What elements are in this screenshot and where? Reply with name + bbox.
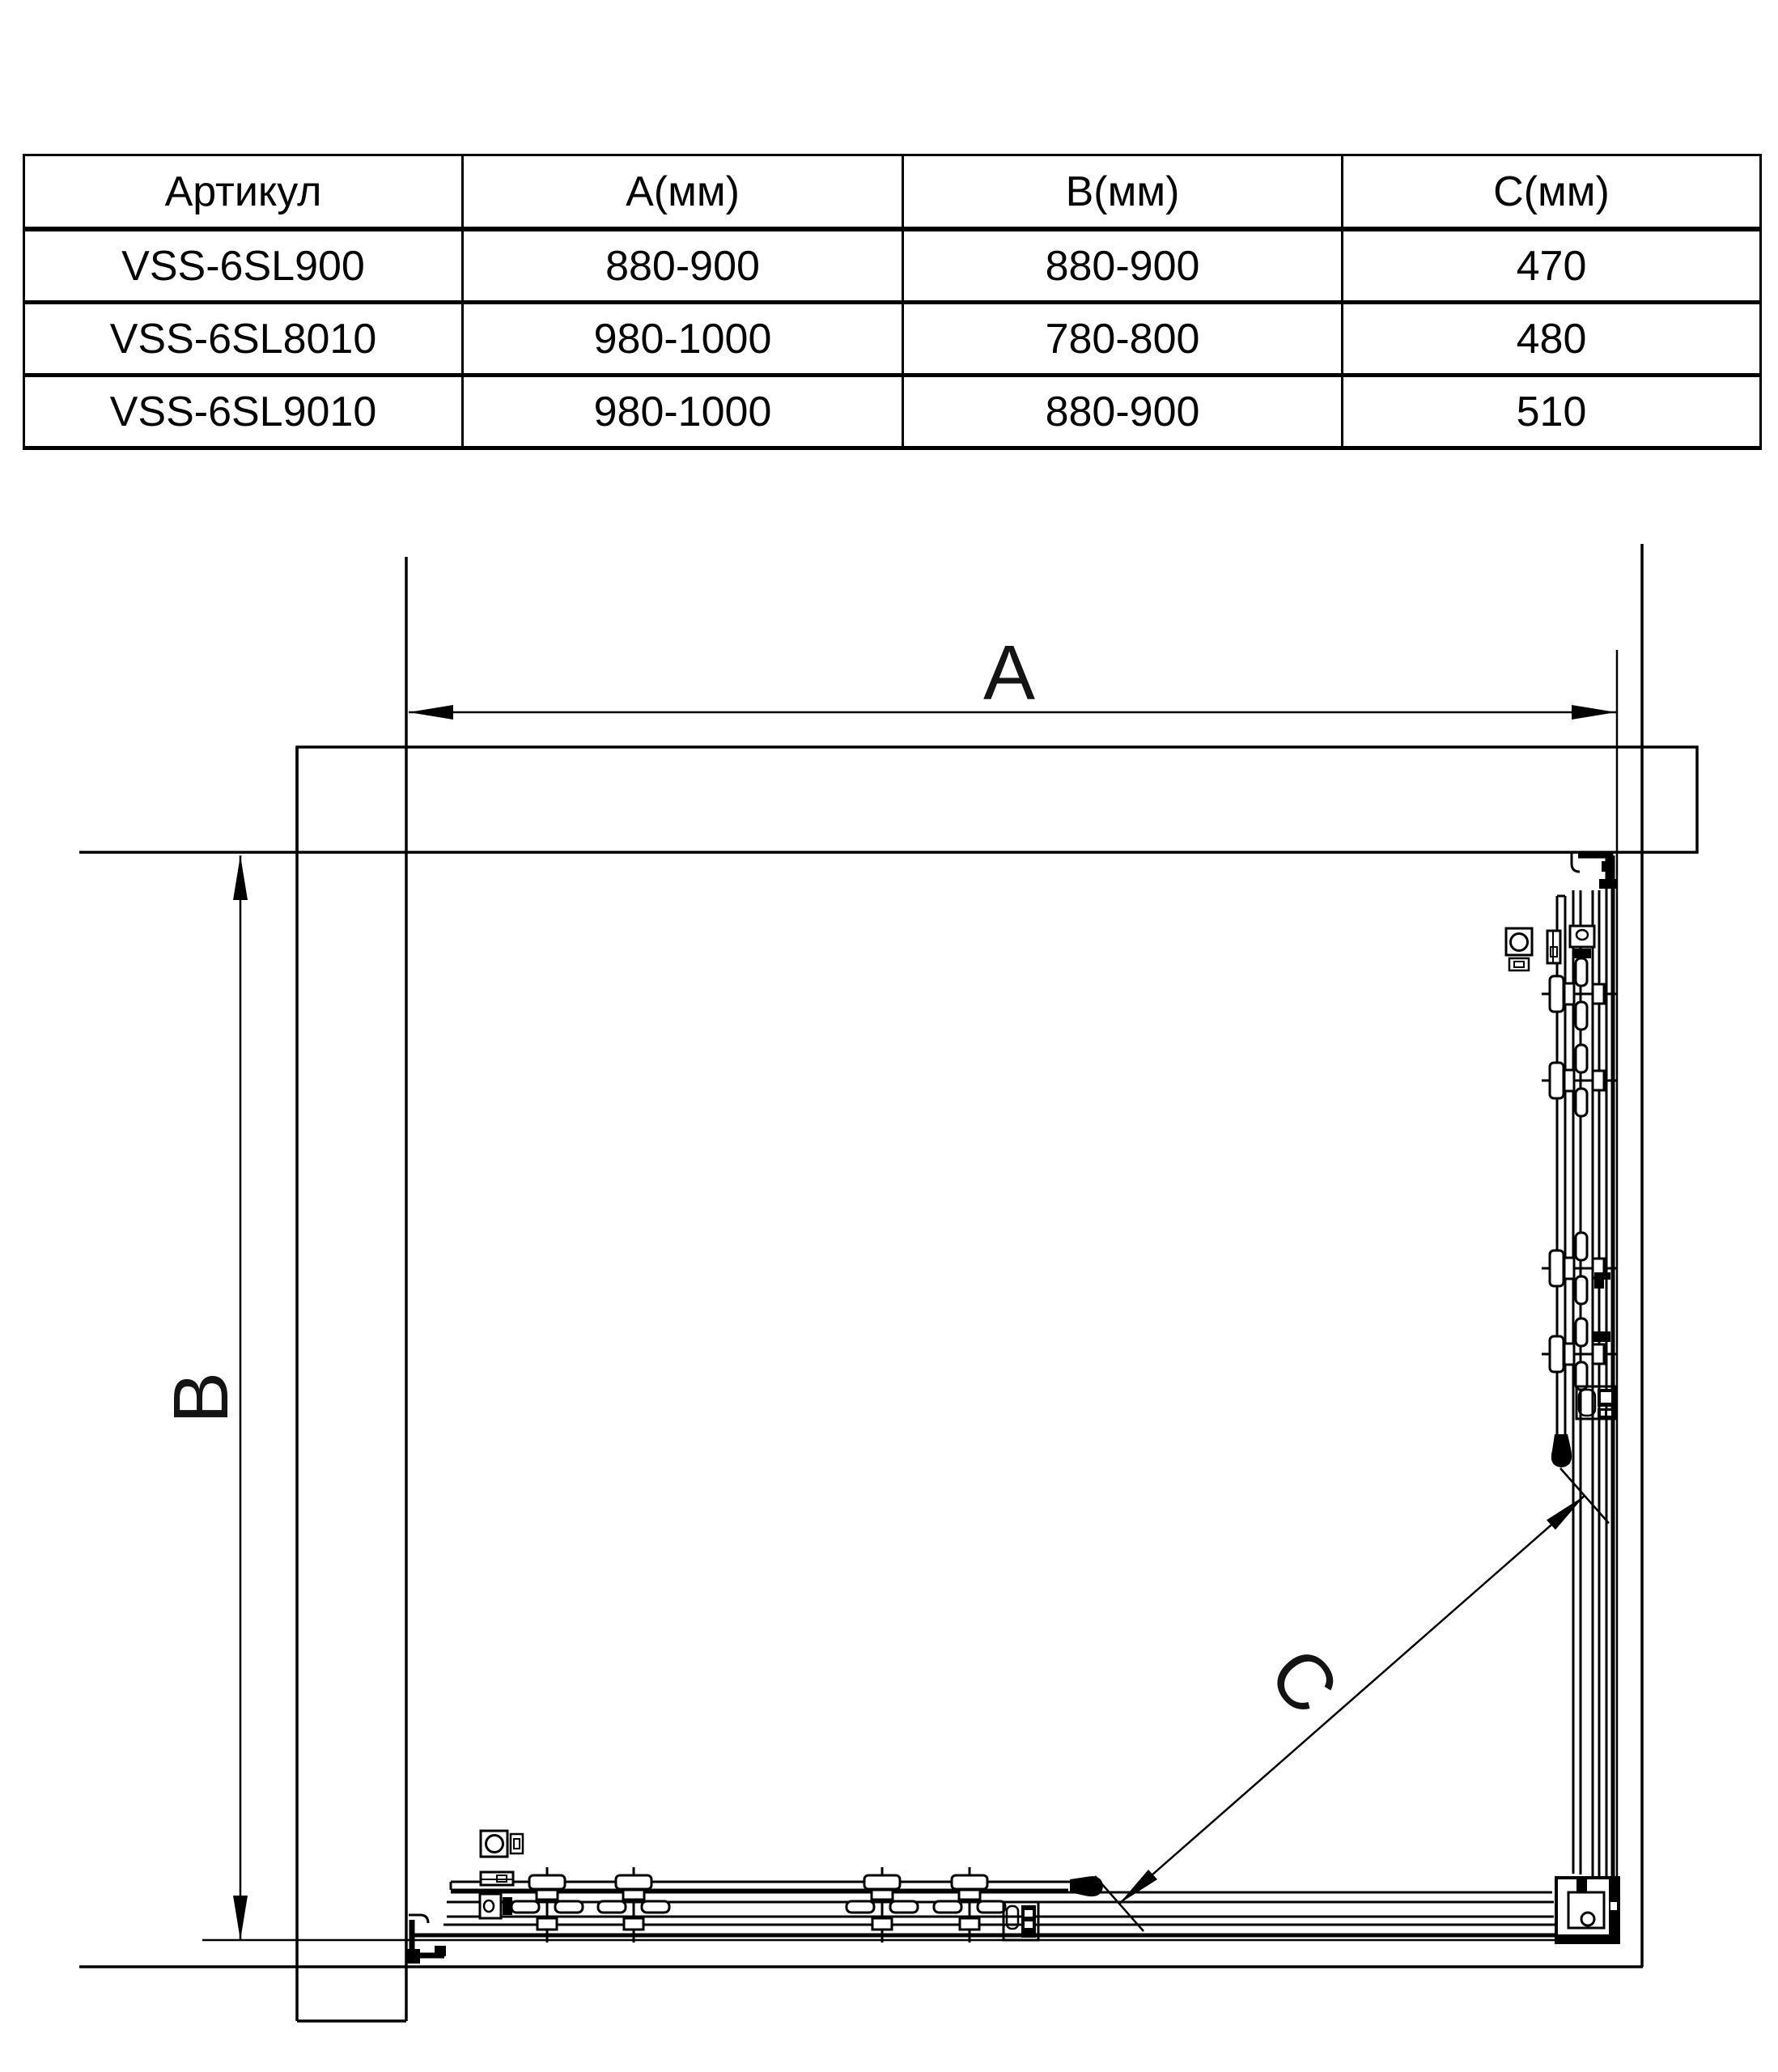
dimension-b-label: B [158, 1371, 244, 1424]
walls [79, 544, 1697, 2021]
cell-article: VSS-6SL900 [24, 229, 463, 303]
top-right-corner-profile [1572, 852, 1616, 889]
header-c-mm: C(мм) [1343, 155, 1761, 230]
roller-carrier [598, 1867, 669, 1942]
lower-guide-block [1576, 1386, 1616, 1419]
cell-article: VSS-6SL9010 [24, 376, 463, 448]
cell-b: 780-800 [903, 303, 1343, 376]
arrowhead-left [409, 705, 453, 720]
cell-c: 480 [1343, 303, 1761, 376]
header-a-mm: A(мм) [463, 155, 903, 230]
cell-c: 510 [1343, 376, 1761, 448]
header-b-mm: B(мм) [903, 155, 1343, 230]
arrowhead-top [1547, 1496, 1585, 1530]
cell-article: VSS-6SL8010 [24, 303, 463, 376]
roller-carrier [847, 1867, 918, 1942]
bottom-right-corner-block [1556, 1878, 1619, 1942]
roller-carrier [511, 1867, 583, 1942]
rail-clip [1593, 1331, 1610, 1342]
arrowhead-top [233, 856, 248, 900]
cell-a: 980-1000 [463, 376, 903, 448]
dimension-b [158, 856, 414, 1940]
arrowhead-bottom [233, 1896, 248, 1940]
dimension-c-label: C [1252, 1632, 1356, 1730]
dimension-c [1095, 1468, 1609, 1931]
right-panel-end-hook [1551, 1434, 1572, 1467]
cell-b: 880-900 [903, 376, 1343, 448]
wall-bumper-knob [1506, 928, 1532, 970]
rail-clip [1594, 1272, 1610, 1289]
arrowhead-bottom [1119, 1870, 1157, 1904]
dimension-a-label: A [982, 630, 1036, 716]
wall-bumper-knob [481, 1831, 523, 1857]
bottom-door-assembly [407, 1831, 1619, 1964]
arrowhead-right [1572, 705, 1616, 720]
fixing-bracket [480, 1894, 512, 1918]
cell-a: 980-1000 [463, 303, 903, 376]
header-article: Артикул [24, 155, 463, 230]
dimension-a [409, 630, 1616, 720]
cell-a: 880-900 [463, 229, 903, 303]
fixing-bracket [1570, 926, 1594, 958]
cell-c: 470 [1343, 229, 1761, 303]
panel-end-piece [481, 1872, 513, 1885]
panel-end-piece [1547, 931, 1560, 963]
right-door-assembly [1506, 650, 1617, 1878]
cell-b: 880-900 [903, 229, 1343, 303]
roller-carrier [934, 1867, 1005, 1942]
top-wall-band [297, 747, 1697, 852]
